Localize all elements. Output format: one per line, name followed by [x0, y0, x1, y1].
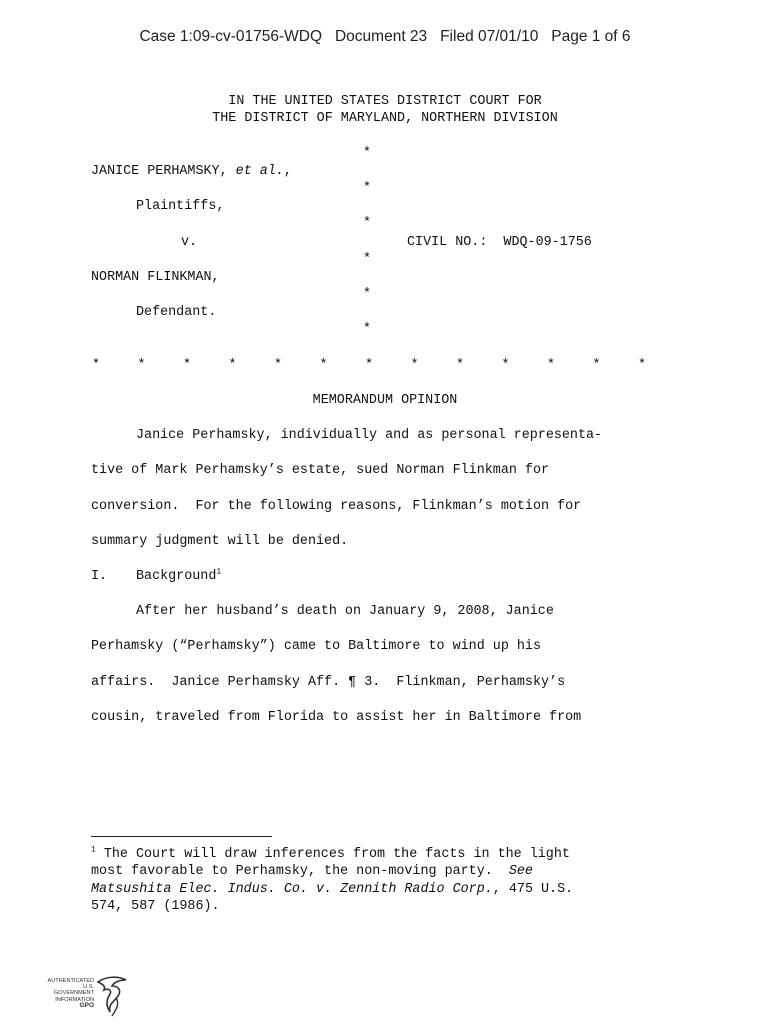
separator-star: * — [455, 358, 465, 373]
caption-star: * — [362, 216, 372, 231]
section-number: I. — [91, 569, 108, 584]
paragraph-line: tive of Mark Perhamsky’s estate, sued Norman Flinkman for — [91, 463, 550, 478]
separator-star: * — [91, 358, 101, 373]
gpo-authentication-seal — [44, 974, 130, 1018]
separator-star: * — [501, 358, 510, 373]
paragraph-line: conversion. For the following reasons, Flinkman’s motion for — [91, 499, 582, 514]
defendant-label: Defendant. — [136, 305, 217, 320]
footnote-marker: 1 — [91, 845, 96, 855]
section-heading: Background$^1$ — [136, 567, 222, 584]
paragraph-line: cousin, traveled from Florida to assist her in Baltimore from — [91, 710, 582, 725]
separator-star: * — [182, 358, 192, 373]
separator-star: * — [637, 358, 647, 373]
caption-star: * — [362, 287, 372, 302]
footnote-line: $^1$ The Court will draw inferences from the facts in the light — [91, 845, 570, 862]
paragraph-line: Janice Perhamsky, individually and as personal representa- — [136, 428, 603, 443]
separator-star: * — [319, 358, 328, 373]
footnote-rule — [91, 836, 272, 837]
court-name-line-1: IN THE UNITED STATES DISTRICT COURT FOR — [228, 94, 542, 109]
separator-star: * — [273, 358, 283, 373]
court-name-line-2: THE DISTRICT OF MARYLAND, NORTHERN DIVISION — [212, 111, 558, 126]
caption-star: * — [362, 181, 372, 196]
caption-star: * — [362, 252, 372, 267]
separator-star: * — [546, 358, 556, 373]
plaintiff-name: JANICE PERHAMSKY, et al., — [91, 164, 292, 179]
caption-star: * — [362, 322, 372, 337]
separator-star: * — [410, 358, 419, 373]
separator-star: * — [228, 358, 237, 373]
footnote-line: 574, 587 (1986). — [91, 899, 220, 914]
civil-number: CIVIL NO.: WDQ-09-1756 — [407, 235, 592, 250]
paragraph-line: summary judgment will be denied. — [91, 534, 349, 549]
paragraph-line: After her husband’s death on January 9, 2008, Janice — [136, 604, 554, 619]
footnote-reference[interactable]: 1 — [216, 567, 222, 577]
eagle-icon — [94, 974, 130, 1018]
versus: v. — [181, 235, 198, 250]
defendant-name: NORMAN FLINKMAN, — [91, 270, 220, 285]
case-header: Case 1:09-cv-01756-WDQ Document 23 Filed 07/01/10 Page 1 of 6 — [139, 28, 631, 45]
paragraph-line: Perhamsky (“Perhamsky”) came to Baltimore to wind up his — [91, 639, 541, 654]
separator-star: * — [364, 358, 374, 373]
separator-star: * — [137, 358, 146, 373]
plaintiffs-label: Plaintiffs, — [136, 199, 225, 214]
separator-star: * — [592, 358, 601, 373]
document-title: MEMORANDUM OPINION — [312, 393, 458, 408]
paragraph-line: affairs. Janice Perhamsky Aff. ¶ 3. Flinkman, Perhamsky’s — [91, 675, 566, 690]
seal-text: AUTHENTICATED U.S. GOVERNMENT INFORMATION GPO — [47, 978, 94, 1009]
footnote-line: Matsushita Elec. Indus. Co. v. Zennith Radio Corp., 475 U.S. — [91, 882, 574, 897]
caption-star: * — [362, 146, 372, 161]
footnote-line: most favorable to Perhamsky, the non-moving party. See — [91, 864, 533, 879]
